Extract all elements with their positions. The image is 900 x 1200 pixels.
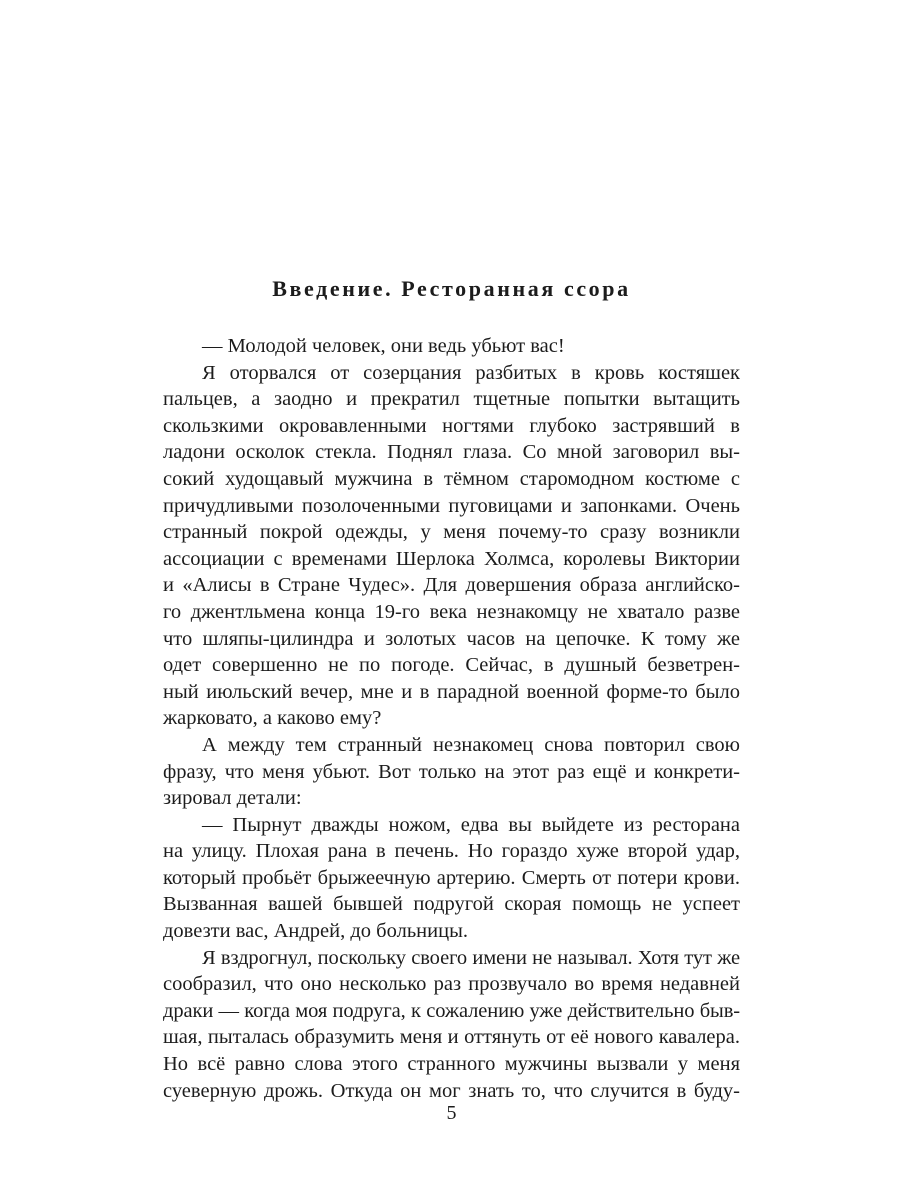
- text-line: одет совершенно не по погоде. Сейчас, в душный безветрен-: [163, 654, 740, 677]
- text-line: довезти вас, Андрей, до больницы.: [163, 920, 468, 943]
- text-line: суеверную дрожь. Откуда он мог знать то, что случится в буду-: [163, 1079, 740, 1102]
- text-line: скользкими окровавленными ногтями глубоко застрявший в: [163, 414, 740, 437]
- text-line: фразу, что меня убьют. Вот только на этот раз ещё и конкрети-: [163, 760, 740, 783]
- text-line: пальцев, а заодно и прекратил тщетные попытки вытащить: [163, 388, 740, 411]
- text-line: что шляпы-цилиндра и золотых часов на цепочке. К тому же: [163, 627, 740, 650]
- text-line: странный покрой одежды, у меня почему-то сразу возникли: [163, 521, 740, 544]
- text-line: и «Алисы в Стране Чудес». Для довершения образа английско-: [163, 574, 740, 597]
- text-line: зировал детали:: [163, 787, 302, 810]
- text-line: Я вздрогнул, поскольку своего имени не называл. Хотя тут же: [202, 946, 740, 969]
- text-line: причудливыми позолоченными пуговицами и запонками. Очень: [163, 494, 740, 517]
- text-line: ассоциации с временами Шерлока Холмса, королевы Виктории: [163, 547, 740, 570]
- text-line: на улицу. Плохая рана в печень. Но гораздо хуже второй удар,: [163, 840, 740, 863]
- text-line: сокий худощавый мужчина в тёмном старомодном костюме с: [163, 467, 740, 490]
- text-line: А между тем странный незнакомец снова повторил свою: [202, 733, 740, 756]
- text-line: жарковато, а каково ему?: [163, 707, 382, 730]
- text-line: шая, пыталась образумить меня и оттянуть от её нового кавалера.: [163, 1026, 740, 1049]
- text-line: ный июльский вечер, мне и в парадной военной форме-то было: [163, 680, 740, 703]
- text-line: — Пырнут дважды ножом, едва вы выйдете из ресторана: [202, 813, 740, 836]
- text-line: ладони осколок стекла. Поднял глаза. Со мной заговорил вы-: [163, 441, 740, 464]
- text-line: го джентльмена конца 19-го века незнакомцу не хватало разве: [163, 600, 740, 623]
- body-text: [163, 333, 740, 1104]
- text-line: сообразил, что оно несколько раз прозвучало во время недавней: [163, 973, 740, 996]
- text-line: Вызванная вашей бывшей подругой скорая помощь не успеет: [163, 893, 740, 916]
- page-number: 5: [446, 1102, 457, 1124]
- text-line: который пробьёт брыжеечную артерию. Смерть от потери крови.: [163, 866, 740, 889]
- text-line: драки — когда моя подруга, к сожалению уже действительно быв-: [163, 999, 740, 1022]
- text-line: Я оторвался от созерцания разбитых в кровь костяшек: [202, 361, 740, 384]
- text-line: — Молодой человек, они ведь убьют вас!: [202, 335, 565, 357]
- text-line: Но всё равно слова этого странного мужчины вызвали у меня: [163, 1053, 740, 1076]
- chapter-title: Введение. Ресторанная ссора: [272, 276, 631, 301]
